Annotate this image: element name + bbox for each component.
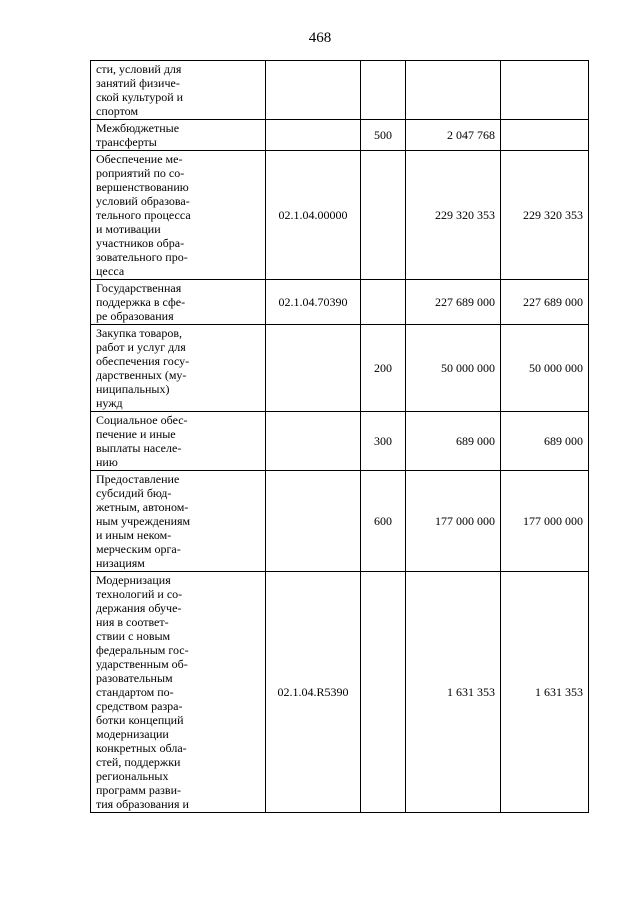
row-name-cell — [91, 572, 266, 813]
row-value1-cell — [406, 61, 501, 120]
row-name-line: Модернизация — [96, 573, 171, 587]
row-name-cell — [91, 280, 266, 325]
row-value2-cell: 1 631 353 — [501, 572, 589, 813]
row-name-line: Закупка товаров, — [96, 326, 182, 340]
row-name-line: ным учреждениям — [96, 514, 191, 528]
row-name-line: модернизации — [96, 727, 169, 741]
row-name-cell — [91, 151, 266, 280]
row-name-line: ниципальных) — [96, 382, 170, 396]
row-value2-cell: 50 000 000 — [501, 325, 589, 412]
table-row — [91, 412, 589, 471]
row-name-line: выплаты населе- — [96, 441, 182, 455]
row-value2-cell — [501, 61, 589, 120]
row-code-cell — [266, 325, 361, 412]
row-name-line: Социальное обес- — [96, 413, 188, 427]
row-name-cell — [91, 120, 266, 151]
row-value1-cell: 50 000 000 — [406, 325, 501, 412]
table-body — [91, 61, 589, 813]
row-name-cell — [91, 61, 266, 120]
row-name-cell — [91, 471, 266, 572]
row-name-cell — [91, 412, 266, 471]
row-name-cell — [91, 325, 266, 412]
row-name-line: ударственным об- — [96, 657, 188, 671]
row-name-line: вершенствованию — [96, 180, 189, 194]
row-name-line: низациям — [96, 556, 145, 570]
row-name-line: нию — [96, 455, 118, 469]
row-name-line: стандартом по- — [96, 685, 174, 699]
row-code-cell: 02.1.04.70390 — [266, 280, 361, 325]
row-name-line: региональных — [96, 769, 169, 783]
row-code-cell — [266, 412, 361, 471]
table-row — [91, 61, 589, 120]
row-value1-cell: 1 631 353 — [406, 572, 501, 813]
row-value1-cell: 177 000 000 — [406, 471, 501, 572]
row-name-line: работ и услуг для — [96, 340, 186, 354]
row-name-line: и иным неком- — [96, 528, 172, 542]
row-code-cell — [266, 120, 361, 151]
row-name-line: ской культурой и — [96, 90, 184, 104]
row-name-line: обеспечения госу- — [96, 354, 190, 368]
row-type-cell — [361, 151, 406, 280]
row-name-line: цесса — [96, 264, 125, 278]
row-name-line: мерческим орга- — [96, 542, 181, 556]
row-value1-cell: 229 320 353 — [406, 151, 501, 280]
row-name-line: конкретных обла- — [96, 741, 187, 755]
row-type-cell — [361, 61, 406, 120]
row-name-line: Межбюджетные — [96, 121, 180, 135]
row-name-line: роприятий по со- — [96, 166, 185, 180]
row-name-line: ботки концепций — [96, 713, 184, 727]
row-type-cell: 200 — [361, 325, 406, 412]
row-value1-cell: 2 047 768 — [406, 120, 501, 151]
row-name-line: субсидий бюд- — [96, 486, 172, 500]
row-value2-cell: 229 320 353 — [501, 151, 589, 280]
row-name-line: разовательным — [96, 671, 173, 685]
row-name-line: жетным, автоном- — [96, 500, 189, 514]
row-name-line: программ разви- — [96, 783, 182, 797]
row-type-cell — [361, 572, 406, 813]
budget-table — [90, 60, 589, 813]
table-row — [91, 280, 589, 325]
row-name-line: Обеспечение ме- — [96, 152, 183, 166]
table-row — [91, 325, 589, 412]
row-value2-cell: 689 000 — [501, 412, 589, 471]
row-value2-cell: 227 689 000 — [501, 280, 589, 325]
row-name-line: и мотивации — [96, 222, 161, 236]
table-row — [91, 572, 589, 813]
table-row — [91, 151, 589, 280]
row-name-line: условий образова- — [96, 194, 190, 208]
row-name-line: сти, условий для — [96, 62, 182, 76]
row-name-line: Государственная — [96, 281, 182, 295]
row-name-line: Предоставление — [96, 472, 180, 486]
row-code-cell — [266, 471, 361, 572]
page-number: 468 — [308, 30, 332, 46]
row-code-cell: 02.1.04.00000 — [266, 151, 361, 280]
row-name-line: нужд — [96, 396, 123, 410]
row-name-line: спортом — [96, 104, 139, 118]
row-name-line: технологий и со- — [96, 587, 183, 601]
row-value2-cell: 177 000 000 — [501, 471, 589, 572]
table-row — [91, 120, 589, 151]
row-value1-cell: 689 000 — [406, 412, 501, 471]
row-name-line: стей, поддержки — [96, 755, 181, 769]
row-type-cell: 300 — [361, 412, 406, 471]
row-name-line: тельного процесса — [96, 208, 191, 222]
row-name-line: федеральным гос- — [96, 643, 189, 657]
row-name-line: трансферты — [96, 135, 157, 149]
row-type-cell: 600 — [361, 471, 406, 572]
table-row — [91, 471, 589, 572]
row-value1-cell: 227 689 000 — [406, 280, 501, 325]
row-name-line: дарственных (му- — [96, 368, 187, 382]
row-name-line: зовательного про- — [96, 250, 188, 264]
row-code-cell: 02.1.04.R5390 — [266, 572, 361, 813]
row-name-line: занятий физиче- — [96, 76, 180, 90]
row-name-line: средством разра- — [96, 699, 183, 713]
row-name-line: ре образования — [96, 309, 174, 323]
row-type-cell — [361, 280, 406, 325]
row-name-line: ствии с новым — [96, 629, 171, 643]
row-name-line: печение и иные — [96, 427, 176, 441]
row-value2-cell — [501, 120, 589, 151]
row-name-line: ния в соответ- — [96, 615, 169, 629]
row-name-line: поддержка в сфе- — [96, 295, 186, 309]
row-name-line: держания обуче- — [96, 601, 182, 615]
row-code-cell — [266, 61, 361, 120]
row-name-line: тия образования и — [96, 797, 189, 811]
row-type-cell: 500 — [361, 120, 406, 151]
row-name-line: участников обра- — [96, 236, 185, 250]
